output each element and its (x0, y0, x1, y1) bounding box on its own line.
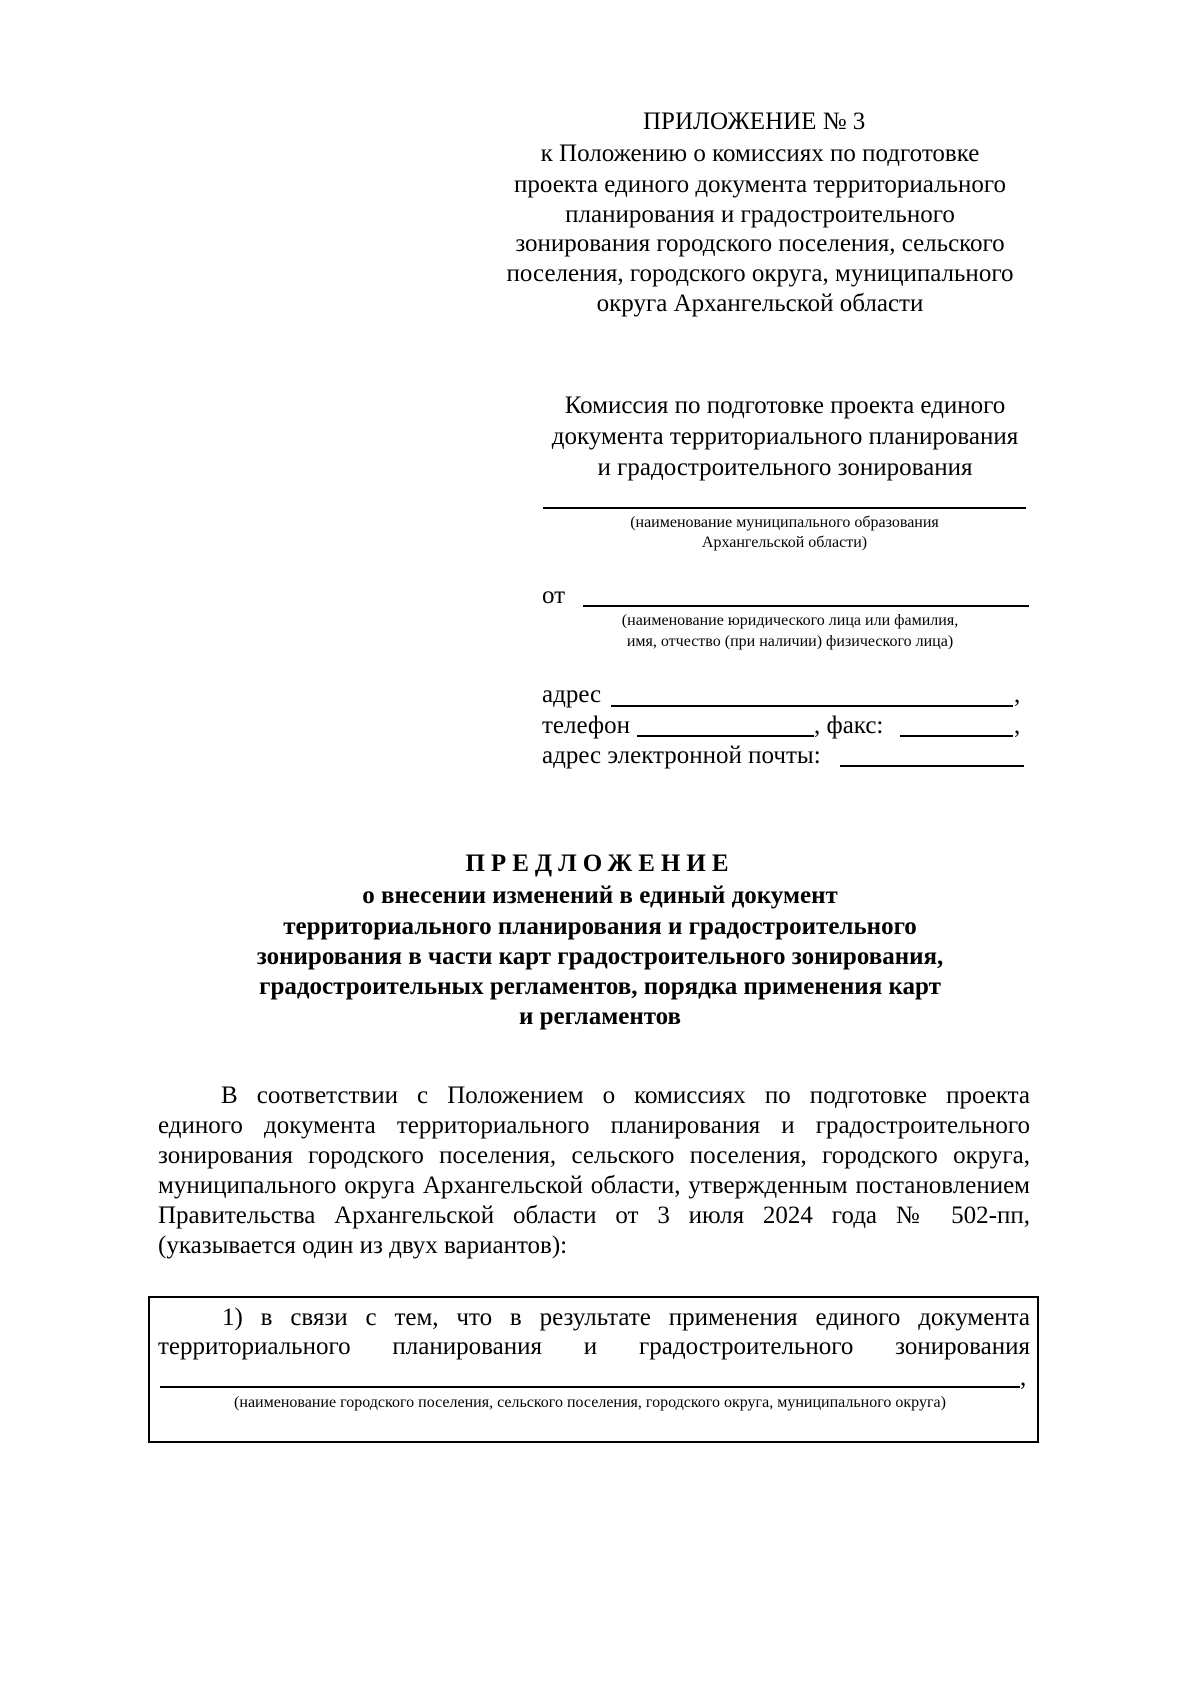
body-line-6: (указывается один из двух вариантов): (158, 1232, 568, 1259)
email-label: адрес электронной почты: (542, 742, 821, 769)
option-line-1: 1) в связи с тем, что в результате применения единого документа (222, 1304, 1030, 1331)
proposal-subtitle-1: о внесении изменений в единый документ (362, 882, 838, 909)
phone-underline (637, 735, 814, 737)
addressee-line-1: Комиссия по подготовке проекта единого (564, 392, 1006, 419)
address-underline (611, 705, 1013, 707)
appendix-title: ПРИЛОЖЕНИЕ № 3 (643, 108, 866, 135)
body-line-4: муниципального округа Архангельской области, утвержденным постановлением (158, 1172, 1030, 1199)
proposal-subtitle-3: зонирования в части карт градостроительного зонирования, (256, 943, 944, 970)
sender-hint-2: имя, отчество (при наличии) физического лица) (626, 633, 954, 650)
option-line-2: территориального планирования и градостроительного зонирования (158, 1333, 1030, 1360)
proposal-subtitle-2: территориального планирования и градостроительного (283, 913, 917, 940)
body-line-1: В соответствии с Положением о комиссиях по подготовке проекта (221, 1082, 1030, 1109)
option-comma: , (1020, 1364, 1027, 1391)
fax-label: , факс: (814, 712, 884, 739)
option-hint: (наименование городского поселения, сельского поселения, городского округа, муниципального округа) (234, 1394, 946, 1411)
fax-comma: , (1014, 712, 1021, 739)
option-box (148, 1296, 1039, 1443)
option-underline (160, 1386, 1020, 1388)
address-label: адрес (542, 681, 602, 708)
addressee-line-3: и градостроительного зонирования (597, 454, 973, 481)
addressee-line-2: документа территориального планирования (551, 423, 1019, 450)
address-comma: , (1014, 681, 1021, 708)
fax-underline (900, 735, 1013, 737)
appendix-line-5: поселения, городского округа, муниципального (506, 260, 1014, 287)
body-line-5: Правительства Архангельской области от 3 июля 2024 года № 502-пп, (158, 1202, 1030, 1229)
proposal-subtitle-4: градостроительных регламентов, порядка применения карт (259, 973, 941, 1000)
phone-label: телефон (542, 712, 630, 739)
sender-hint-1: (наименование юридического лица или фамилия, (621, 612, 959, 629)
body-line-3: зонирования городского поселения, сельского поселения, городского округа, (158, 1142, 1030, 1169)
municipality-underline (543, 507, 1026, 509)
email-underline (840, 765, 1024, 767)
from-label: от (542, 582, 566, 609)
appendix-line-3: планирования и градостроительного (565, 201, 955, 228)
appendix-line-6: округа Архангельской области (596, 290, 924, 317)
appendix-line-4: зонирования городского поселения, сельского (515, 230, 1005, 257)
municipality-hint-2: Архангельской области) (701, 534, 868, 551)
body-line-2: единого документа территориального планирования и градостроительного (158, 1112, 1030, 1139)
appendix-line-1: к Положению о комиссиях по подготовке (540, 140, 980, 167)
proposal-heading: ПРЕДЛОЖЕНИЕ (465, 850, 735, 877)
appendix-line-2: проекта единого документа территориального (514, 171, 1006, 198)
proposal-subtitle-5: и регламентов (518, 1003, 682, 1030)
municipality-hint-1: (наименование муниципального образования (630, 514, 939, 531)
from-underline (583, 605, 1029, 607)
